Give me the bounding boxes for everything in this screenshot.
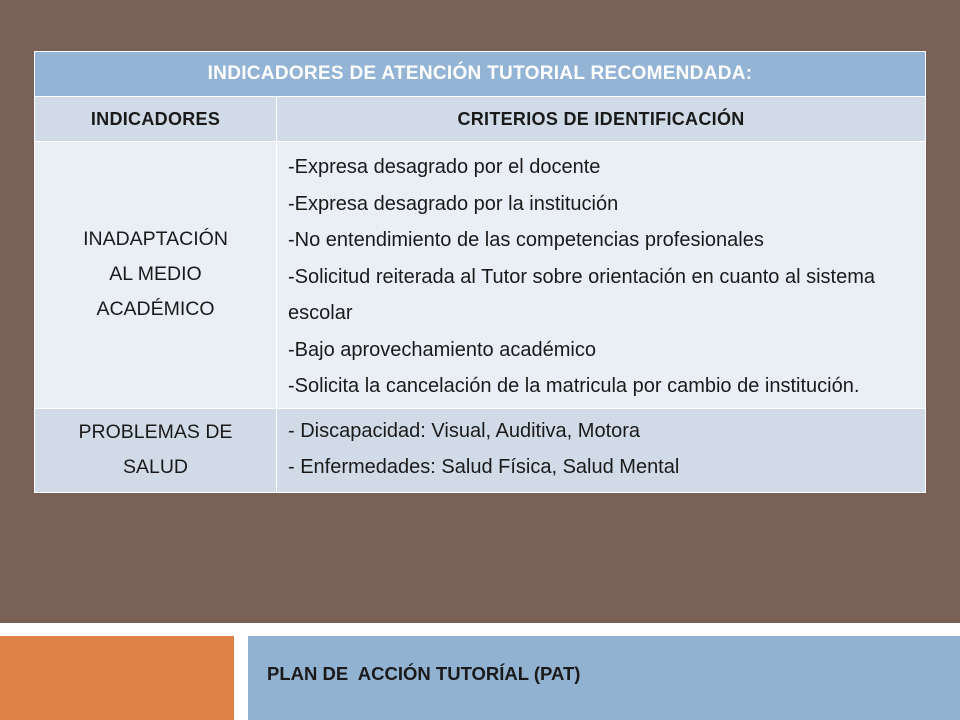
indicator-line: ACADÉMICO xyxy=(96,298,215,321)
table-row xyxy=(35,142,926,409)
indicator-line: SALUD xyxy=(122,456,189,478)
criteria-cell xyxy=(277,142,926,409)
table-row xyxy=(35,408,926,492)
table-title-row xyxy=(35,52,926,97)
indicator-line: AL MEDIO xyxy=(109,263,202,286)
criteria-item: -Expresa desagrado por el docente xyxy=(288,156,601,178)
criteria-item: -Solicita la cancelación de la matricula por cambio de institución. xyxy=(288,375,860,397)
indicators-table xyxy=(34,51,926,493)
criteria-item: -Solicitud reiterada al Tutor sobre orientación en cuanto al sistema escolar xyxy=(288,265,875,324)
criteria-item: -No entendimiento de las competencias profesionales xyxy=(288,229,764,251)
criteria-item: - Discapacidad: Visual, Auditiva, Motora xyxy=(288,419,641,442)
indicators-table-container xyxy=(34,51,925,493)
column-header-indicators: INDICADORES xyxy=(35,97,277,142)
indicator-line: INADAPTACIÓN xyxy=(83,228,228,251)
table-title: INDICADORES DE ATENCIÓN TUTORIAL RECOMENDADA: xyxy=(35,52,926,97)
criteria-item: -Expresa desagrado por la institución xyxy=(288,192,619,215)
criteria-item: - Enfermedades: Salud Física, Salud Mental xyxy=(288,456,680,478)
footer-accent-block xyxy=(0,636,234,720)
criteria-item: -Bajo aprovechamiento académico xyxy=(288,338,596,361)
indicator-cell xyxy=(35,142,277,409)
table-header-row xyxy=(35,97,926,142)
footer-bar xyxy=(248,636,960,720)
indicator-line: PROBLEMAS DE xyxy=(78,421,233,443)
criteria-cell xyxy=(277,408,926,492)
footer-title: PLAN DE ACCIÓN TUTORÍAL (PAT) xyxy=(267,663,581,684)
column-header-criteria: CRITERIOS DE IDENTIFICACIÓN xyxy=(277,97,926,142)
indicator-cell xyxy=(35,408,277,492)
